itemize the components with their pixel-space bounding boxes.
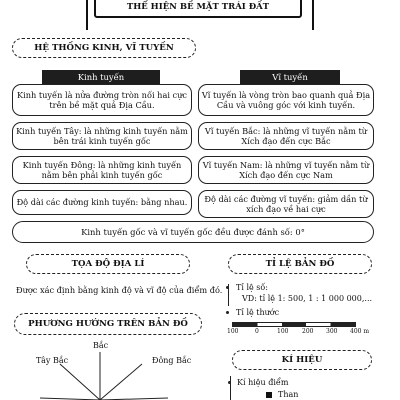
parallel-south-text: Vĩ tuyến Nam: là những vĩ tuyến nằm từ Xích đạo đến cực Nam (202, 159, 370, 180)
symbols-item-label: Than (278, 390, 299, 399)
scale-number-label: Tỉ lệ số: (236, 283, 268, 292)
meridian-definition-text: Kinh tuyến là nửa đường tròn nối hai cực trên bề mặt quả Địa Cầu. (16, 89, 187, 110)
meridian-length (12, 190, 192, 215)
meridian-length-text: Độ dài các đường kinh tuyến: bằng nhau. (16, 197, 188, 208)
parallel-definition (198, 84, 374, 116)
scale-tick-4: 200 (302, 328, 314, 335)
directions-title (14, 313, 202, 335)
scale-dot-2 (226, 311, 229, 314)
numbering-note-text: Kinh tuyến gốc và vĩ tuyến gốc đều được đánh số: 0° (81, 226, 305, 237)
scale-number-example: VD: tỉ lệ 1: 500, 1 : 1 000 000,... (242, 294, 373, 303)
meridian-east-text: Kinh tuyến Đông: là những kinh tuyến nằm bên phải kinh tuyến gốc (22, 159, 182, 180)
coords-title (26, 254, 190, 274)
title-banner (94, 0, 302, 18)
scale-tick-6: 400 m (350, 328, 370, 335)
scale-title-text: TỈ LỆ BẢN ĐỒ (265, 259, 335, 269)
meridian-east (12, 156, 192, 184)
parallel-definition-text: Vĩ tuyến là vòng tròn bao quanh quả Địa Cầu và vuông góc với kinh tuyến. (201, 89, 371, 110)
symbols-dot (228, 381, 231, 384)
scale-bracket (228, 284, 235, 306)
parallel-north-text: Vĩ tuyến Bắc: là những vĩ tuyến nằm từ Xích đạo đến cực Bắc (204, 125, 368, 146)
banner-post-right (302, 0, 314, 30)
scale-title (228, 254, 372, 274)
symbols-point-label: Kí hiệu điểm (237, 378, 289, 387)
scale-bar (232, 322, 356, 327)
numbering-note (12, 221, 374, 243)
symbols-title-text: KÍ HIỆU (281, 355, 323, 365)
compass-northeast-label: Đông Bắc (152, 356, 192, 365)
meridian-west (12, 122, 192, 150)
symbols-title (232, 350, 372, 370)
meridian-west-text: Kinh tuyến Tây: là những kinh tuyến nằm bên trái kinh tuyến gốc (16, 125, 188, 146)
symbols-bracket (230, 376, 237, 400)
scale-dot-1 (226, 286, 229, 289)
scale-tick-1: 100 (227, 328, 239, 335)
compass-northeast-line (100, 364, 142, 400)
section-grid-title-text: HỆ THỐNG KINH, VĨ TUYẾN (34, 43, 174, 53)
scale-tick-2: 0 (255, 328, 259, 335)
scale-bar-label: Tỉ lệ thước (236, 308, 280, 317)
meridian-header: Kinh tuyến (42, 70, 160, 85)
coal-symbol-icon (266, 392, 272, 398)
parallel-length-text: Độ dài các đường vĩ tuyến: giảm dần từ xích đạo về hai cực (204, 193, 368, 214)
scale-tick-5: 300 (326, 328, 338, 335)
coords-title-text: TỌA ĐỘ ĐỊA LÍ (71, 259, 145, 269)
parallel-south (198, 156, 374, 184)
scale-tick-3: 100 (277, 328, 289, 335)
meridian-definition (12, 84, 192, 116)
section-grid-title (12, 38, 196, 58)
compass-northwest-line (60, 364, 100, 400)
banner-post-left (86, 0, 98, 30)
directions-title-text: PHƯƠNG HƯỚNG TRÊN BẢN ĐỒ (28, 319, 188, 329)
banner-title: THỂ HIỆN BỀ MẶT TRÁI ĐẤT (126, 2, 270, 12)
parallel-header: Vĩ tuyến (240, 70, 340, 85)
compass-northwest-label: Tây Bắc (36, 356, 69, 365)
coords-text: Được xác định bằng kinh độ và vĩ độ của điểm đó. (16, 285, 223, 295)
parallel-north (198, 122, 374, 150)
compass-north-label: Bắc (93, 341, 109, 350)
parallel-length (198, 190, 374, 218)
